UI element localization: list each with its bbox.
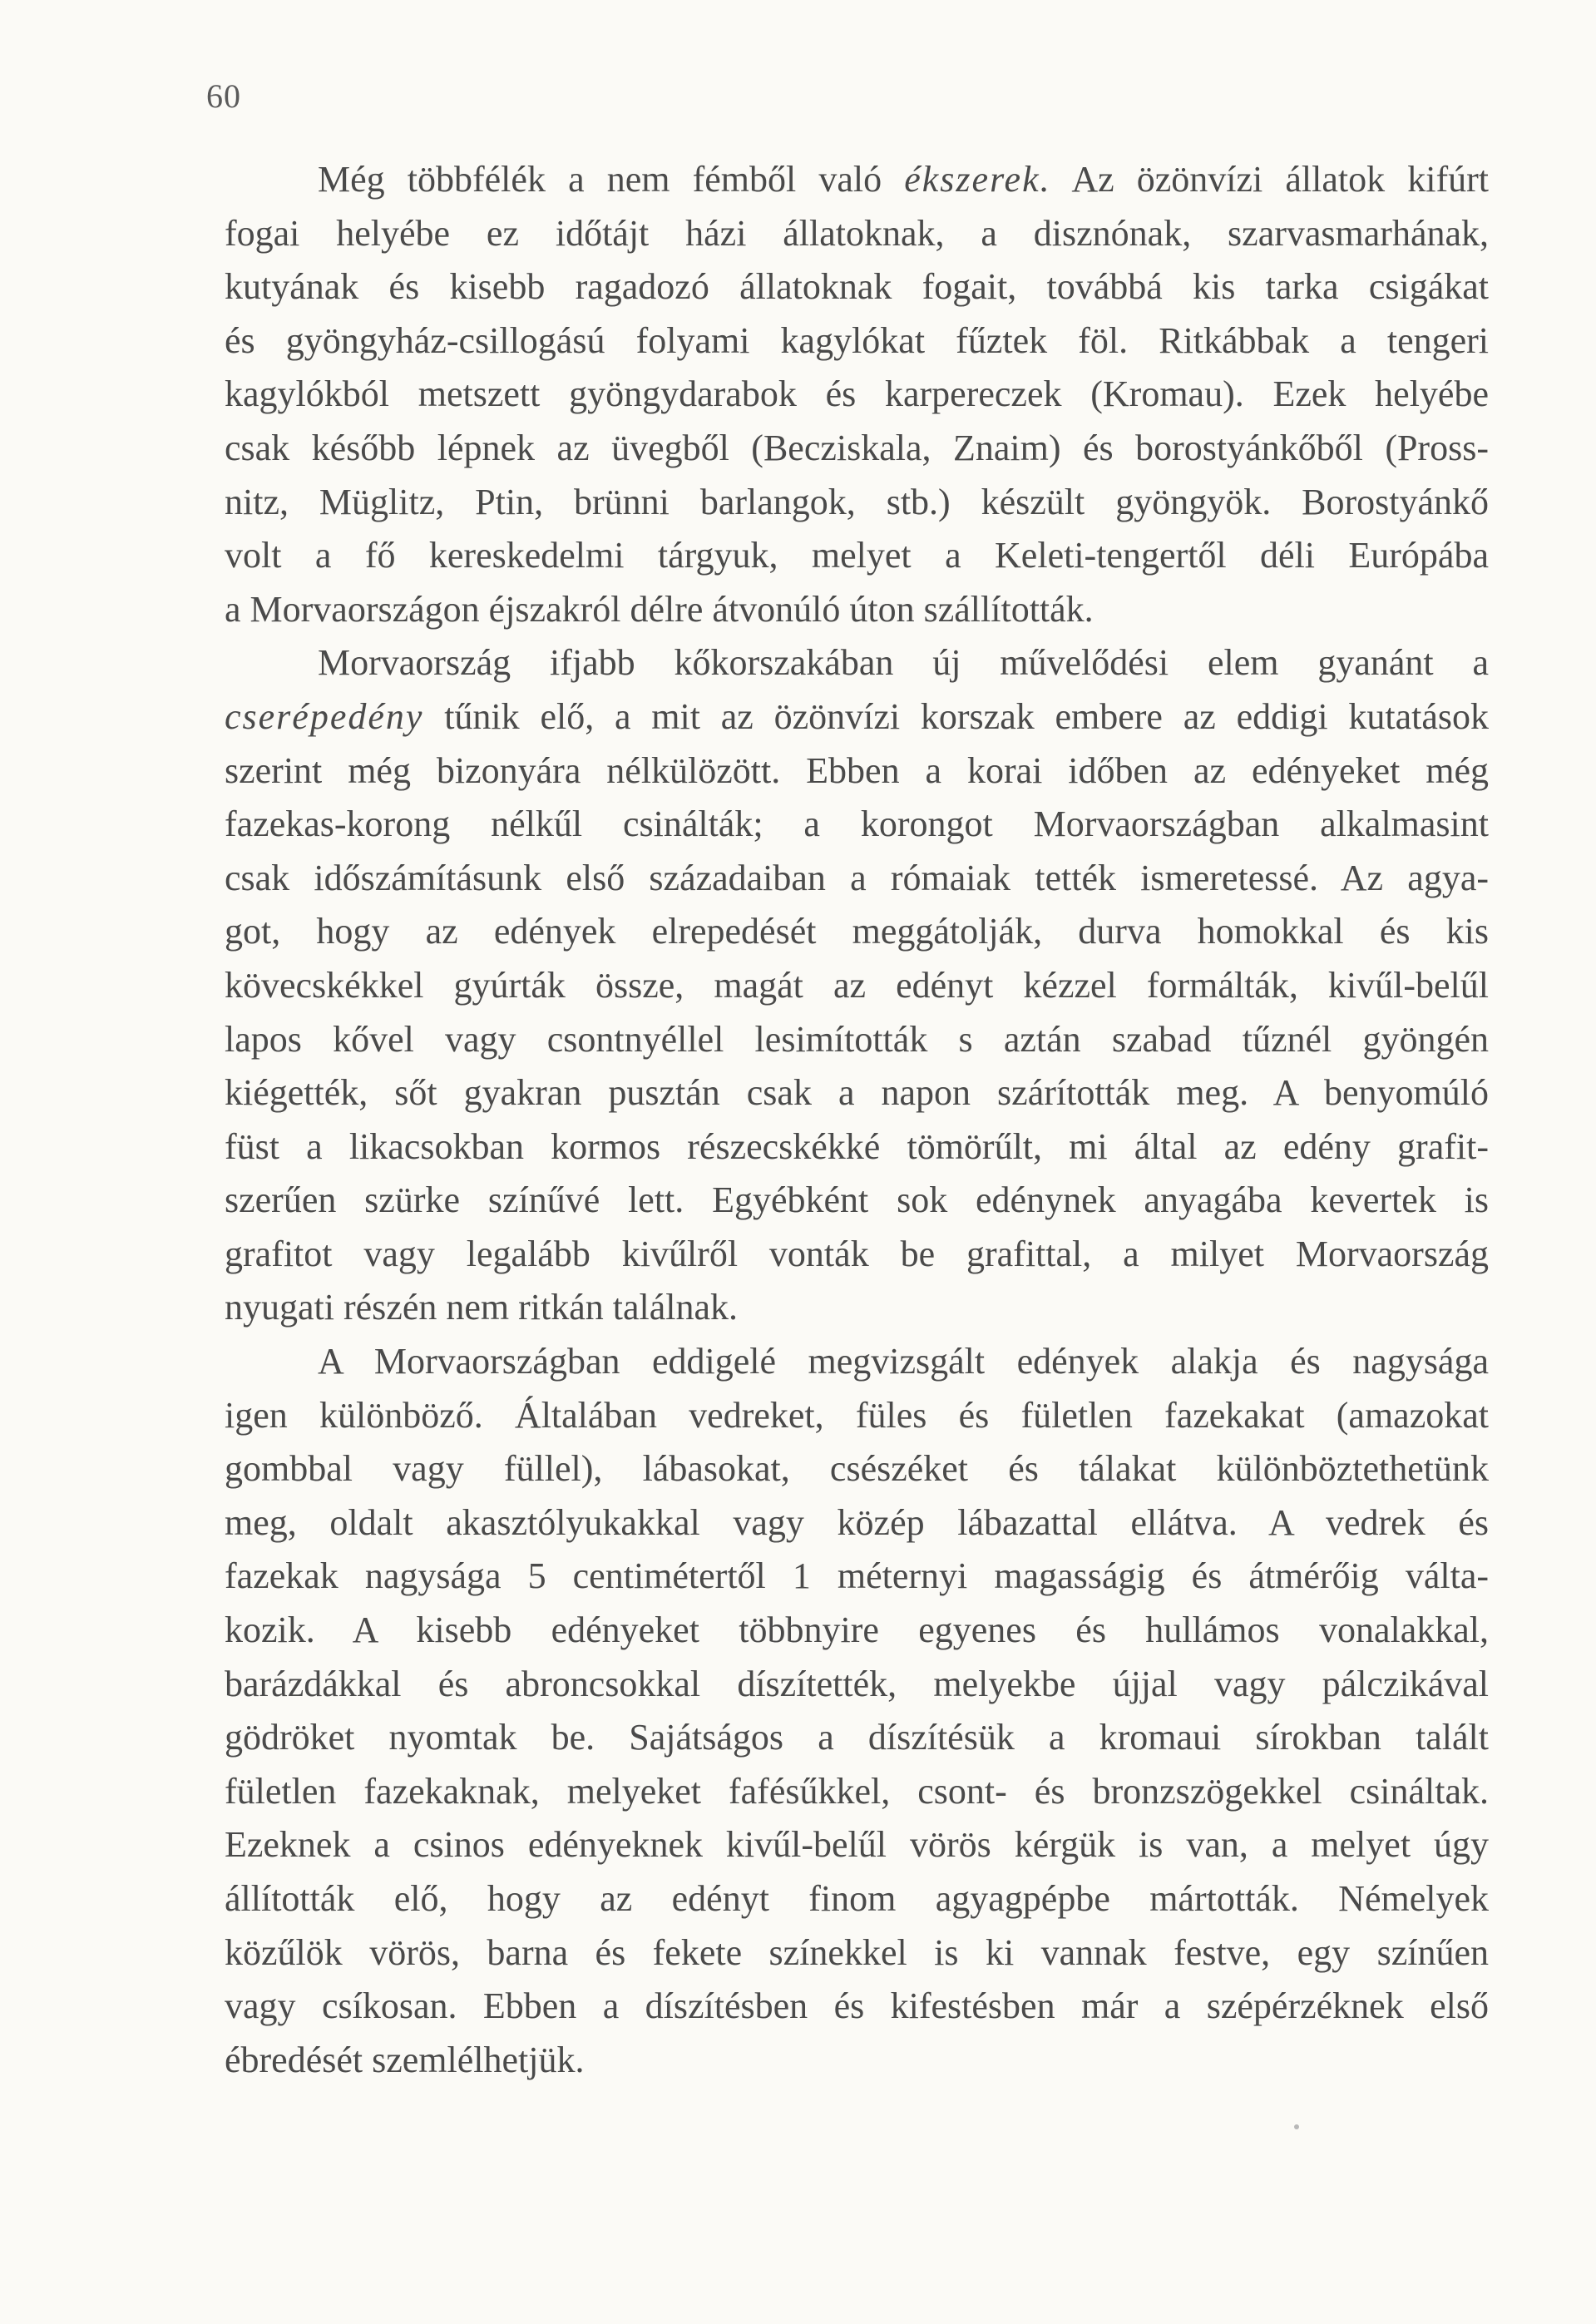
text-line: szerint még bizonyára nélkülözött. Ebben a korai időben az edényeket még bbox=[225, 749, 1489, 791]
text-run: Még többfélék a nem fémből való bbox=[318, 159, 905, 200]
text-line: füst a likacsokban kormos részecskékké tömörűlt, mi által az edény grafit- bbox=[225, 1125, 1489, 1167]
text-line: a Morvaországon éjszakról délre átvonúló úton szállították. bbox=[225, 588, 1094, 630]
text-line: fazekak nagysága 5 centimétertől 1 méternyi magasságig és átmérőig válta- bbox=[225, 1555, 1489, 1597]
text-line: nyugati részén nem ritkán találnak. bbox=[225, 1287, 738, 1328]
text-line: ébredését szemlélhetjük. bbox=[225, 2039, 585, 2080]
text-line: csak később lépnek az üvegből (Becziskala, Znaim) és borostyánkőből (Pross- bbox=[225, 427, 1489, 468]
text-line: kozik. A kisebb edényeket többnyire egyenes és hullámos vonalakkal, bbox=[225, 1609, 1489, 1651]
text-line: szerűen szürke színűvé lett. Egyébként sok edénynek anyagába kevertek is bbox=[225, 1179, 1489, 1221]
text-line: fazekas-korong nélkűl csinálták; a korongot Morvaországban alkalmasint bbox=[225, 804, 1489, 845]
text-line bbox=[225, 690, 1489, 744]
text-line: Morvaország ifjabb kőkorszakában új művelődési elem gyanánt a bbox=[318, 642, 1489, 684]
page-number: 60 bbox=[206, 77, 241, 115]
ink-speck bbox=[1294, 2124, 1299, 2129]
text-line: kagylókból metszett gyöngydarabok és karpereczek (Kromau). Ezek helyébe bbox=[225, 373, 1489, 415]
text-line: fogai helyébe ez időtájt házi állatoknak, a disznónak, szarvasmarhának, bbox=[225, 212, 1489, 254]
text-line: lapos kővel vagy csontnyéllel lesimították s aztán szabad tűznél gyöngén bbox=[225, 1018, 1489, 1060]
text-line: Ezeknek a csinos edényeknek kivűl-belűl vörös kérgük is van, a melyet úgy bbox=[225, 1824, 1489, 1866]
text-line: volt a fő kereskedelmi tárgyuk, melyet a Keleti-tengertől déli Európába bbox=[225, 535, 1489, 576]
text-line: kiégették, sőt gyakran pusztán csak a napon szárították meg. A benyomúló bbox=[225, 1072, 1489, 1114]
text-line: grafitot vagy legalább kivűlről vonták be grafittal, a milyet Morvaország bbox=[225, 1233, 1489, 1274]
text-line: meg, oldalt akasztólyukakkal vagy közép lábazattal ellátva. A vedrek és bbox=[225, 1501, 1489, 1543]
text-line: csak időszámításunk első századaiban a rómaiak tették ismeretessé. Az agya- bbox=[225, 857, 1489, 898]
text-line: közűlök vörös, barna és fekete színekkel is ki vannak festve, egy színűen bbox=[225, 1931, 1489, 1973]
text-line: igen különböző. Általában vedreket, füles és fületlen fazekakat (amazokat bbox=[225, 1394, 1489, 1436]
emphasized-term: ékszerek. bbox=[904, 159, 1051, 200]
text-line: kutyának és kisebb ragadozó állatoknak fogait, továbbá kis tarka csigákat bbox=[225, 266, 1489, 308]
text-line: állították elő, hogy az edényt finom agyagpépbe mártották. Némelyek bbox=[225, 1878, 1489, 1919]
text-line: A Morvaországban eddigelé megvizsgált edények alakja és nagysága bbox=[318, 1341, 1489, 1382]
text-run: Az özönvízi állatok kifúrt bbox=[1050, 159, 1489, 200]
text-line: barázdákkal és abroncsokkal díszítették, melyekbe újjal vagy pálczikával bbox=[225, 1663, 1489, 1704]
text-line: fületlen fazekaknak, melyeket fafésűkkel, csont- és bronzszögekkel csináltak. bbox=[225, 1770, 1489, 1812]
text-line: vagy csíkosan. Ebben a díszítésben és kifestésben már a szépérzéknek első bbox=[225, 1985, 1489, 2027]
text-line: kövecskékkel gyúrták össze, magát az edényt kézzel formálták, kivűl-belűl bbox=[225, 964, 1489, 1006]
text-line: nitz, Müglitz, Ptin, brünni barlangok, stb.) készült gyöngyök. Borostyánkő bbox=[225, 481, 1489, 522]
text-line: és gyöngyház-csillogású folyami kagylókat fűztek föl. Ritkábbak a tengeri bbox=[225, 319, 1489, 361]
emphasized-term: cserépedény bbox=[225, 695, 424, 737]
text-run: tűnik elő, a mit az özönvízi korszak embere az eddigi kutatások bbox=[423, 695, 1489, 737]
text-line: got, hogy az edények elrepedését meggátolják, durva homokkal és kis bbox=[225, 911, 1489, 952]
text-line: gombbal vagy füllel), lábasokat, csészéket és tálakat különböztethetünk bbox=[225, 1448, 1489, 1490]
text-line: gödröket nyomtak be. Sajátságos a díszítésük a kromaui sírokban talált bbox=[225, 1717, 1489, 1758]
text-line bbox=[225, 153, 1489, 207]
body-text bbox=[225, 153, 1489, 2087]
